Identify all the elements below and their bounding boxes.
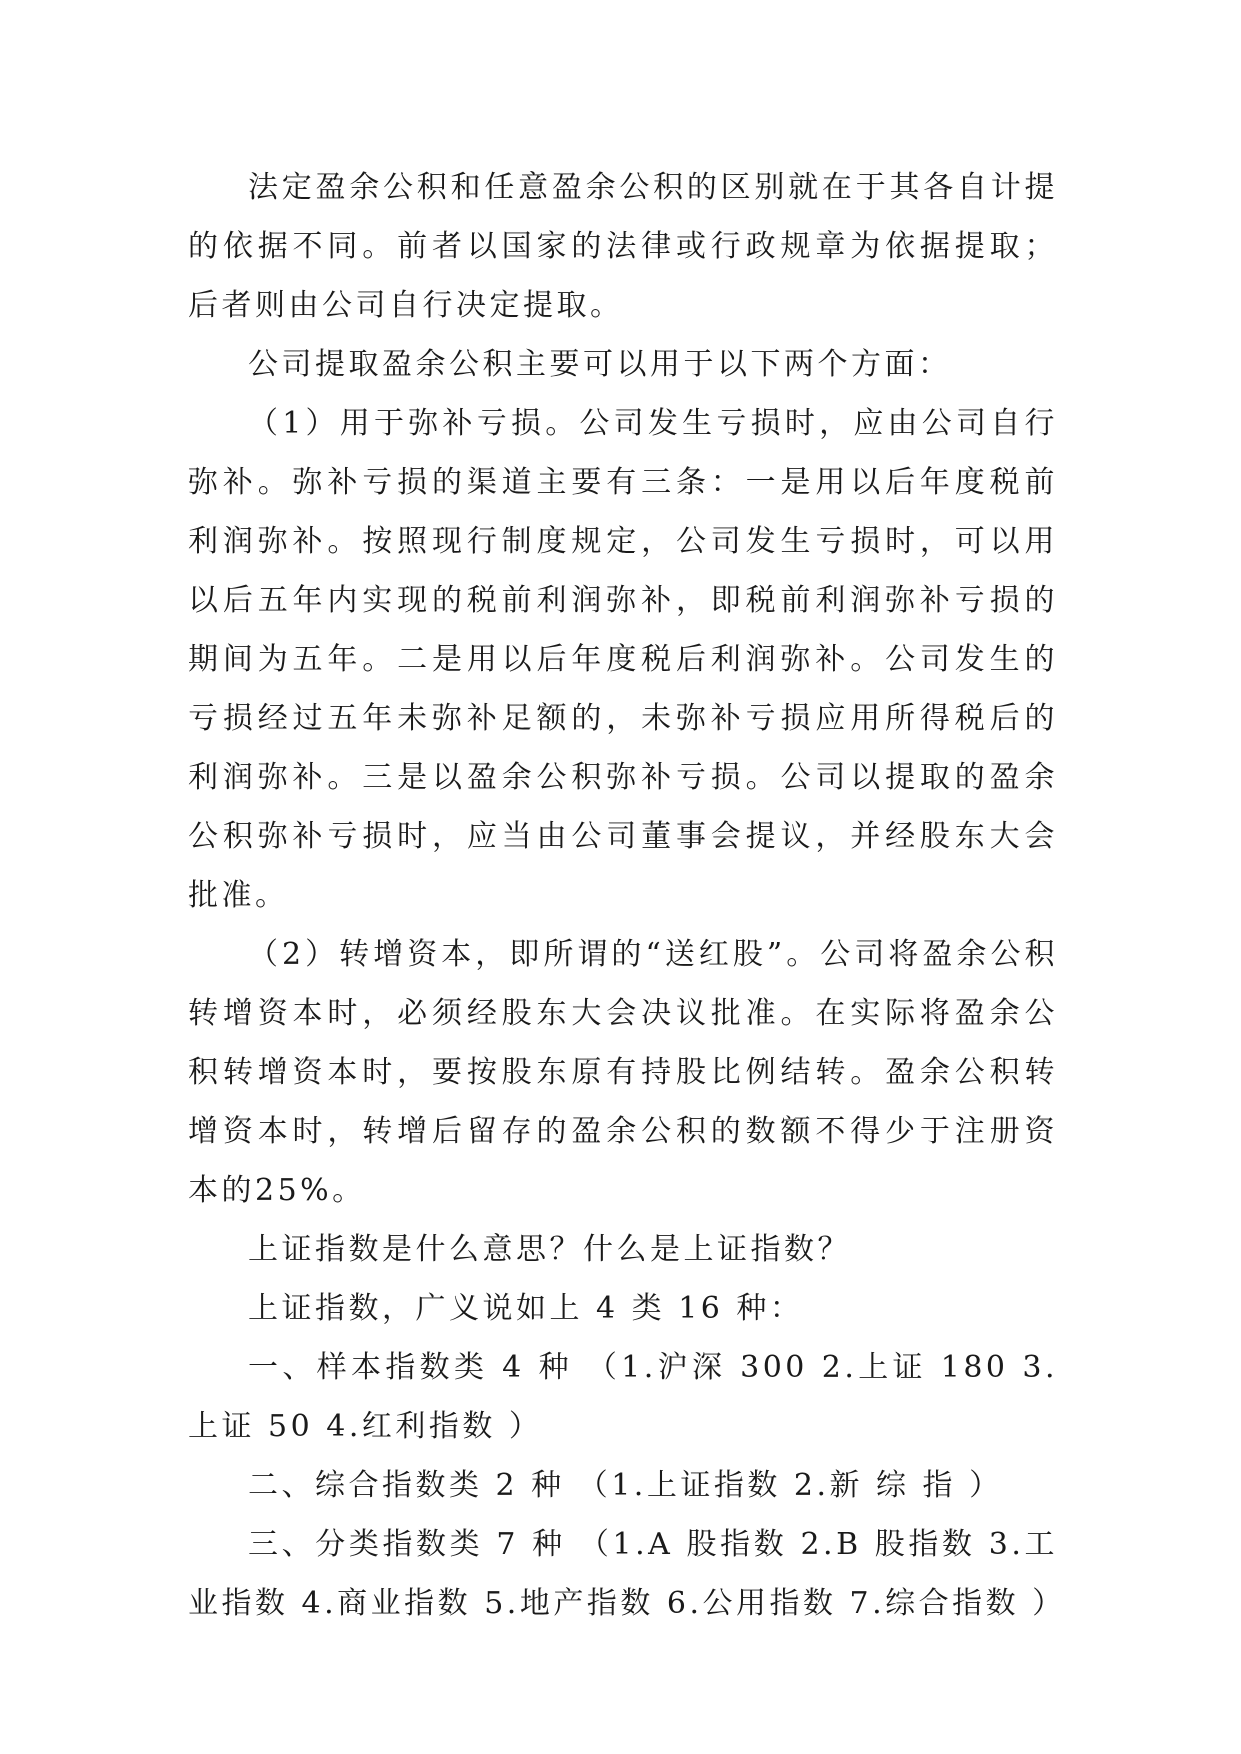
document-page — [188, 158, 1066, 1633]
paragraph-surplus-reserve-uses-intro: 公司提取盈余公积主要可以用于以下两个方面： — [248, 347, 952, 382]
paragraph-sse-index-question: 上证指数是什么意思？什么是上证指数？ — [248, 1232, 851, 1267]
paragraph-sector-indices: 三、分类指数类 7 种 （1.A 股指数 2.B 股指数 3.工业指数 4.商业指数 5.地产指数 6.公用指数 7.综合指数 ） — [188, 1527, 1066, 1621]
paragraph-use-offset-losses: （1）用于弥补亏损。公司发生亏损时，应由公司自行弥补。弥补亏损的渠道主要有三条：一是用以后年度税前利润弥补。按照现行制度规定，公司发生亏损时，可以用以后五年内实现的税前利润弥补，即税前利润弥补亏损的期间为五年。二是用以后年度税后利润弥补。公司发生的亏损经过五年未弥补足额的，未弥补亏损应用所得税后的利润弥补。三是以盈余公积弥补亏损。公司以提取的盈余公积弥补亏损时，应当由公司董事会提议，并经股东大会批准。 — [188, 406, 1058, 913]
paragraph-use-capital-increase: （2）转增资本，即所谓的“送红股”。公司将盈余公积转增资本时，必须经股东大会决议批准。在实际将盈余公积转增资本时，要按股东原有持股比例结转。盈余公积转增资本时，转增后留存的盈余公积的数额不得少于注册资本的25%。 — [188, 937, 1058, 1208]
paragraph-sse-index-overview: 上证指数，广义说如上 4 类 16 种： — [248, 1291, 804, 1326]
paragraph-sample-indices: 一、样本指数类 4 种 （1.沪深 300 2.上证 180 3.上证 50 4.红利指数 ） — [188, 1350, 1058, 1444]
paragraph-composite-indices: 二、综合指数类 2 种 （1.上证指数 2.新 综 指 ） — [248, 1468, 1003, 1503]
paragraph-surplus-reserve-difference: 法定盈余公积和任意盈余公积的区别就在于其各自计提的依据不同。前者以国家的法律或行政规章为依据提取；后者则由公司自行决定提取。 — [188, 170, 1058, 323]
